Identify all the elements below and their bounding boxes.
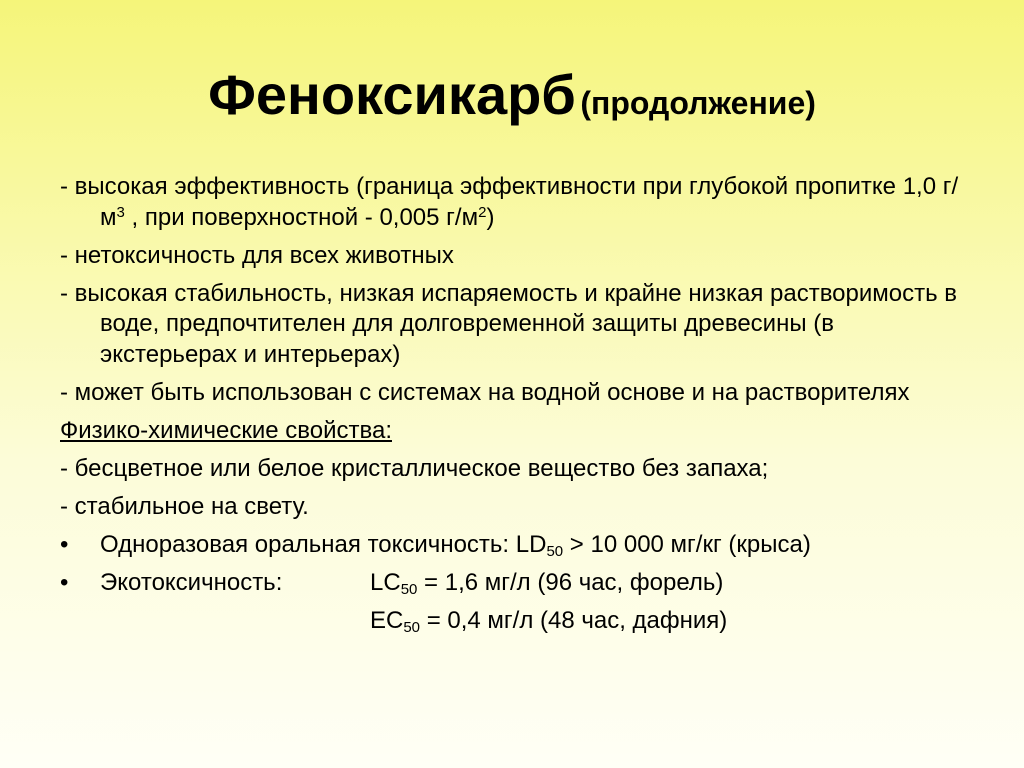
properties-heading-text: Физико-химические свойства: <box>60 416 392 444</box>
properties-heading <box>60 416 960 447</box>
bullet-marker: • <box>60 530 69 558</box>
ecotoxicity-text <box>100 568 960 599</box>
item-light-stable: - стабильное на свету. <box>60 492 309 520</box>
ec-value: = 0,4 мг/л (48 час, дафния) <box>420 606 728 634</box>
item-efficiency <box>60 172 960 233</box>
item-colorless: - бесцветное или белое кристаллическое вещество без запаха; <box>60 454 769 482</box>
bullet-oral-toxicity <box>60 530 960 561</box>
efficiency-text-b: , при поверхностной - 0,005 г/м <box>124 203 479 231</box>
lc-subscript: 50 <box>400 580 418 598</box>
ec-prefix: EC <box>370 606 404 634</box>
efficiency-text-c: ) <box>486 203 495 231</box>
oral-subscript: 50 <box>546 542 564 560</box>
slide-title <box>0 62 1024 127</box>
efficiency-text-a: - высокая эффективность (граница эффективности при глубокой пропитке 1,0 г/м <box>60 173 959 231</box>
bullet-marker: • <box>60 568 69 596</box>
ecotoxicity-continuation <box>60 606 960 637</box>
efficiency-exponent-3: 3 <box>116 203 125 221</box>
efficiency-exponent-2: 2 <box>478 203 487 221</box>
oral-toxicity-text <box>100 530 960 561</box>
lc-prefix: LC <box>370 568 401 596</box>
item-nontoxicity: - нетоксичность для всех животных <box>60 241 454 269</box>
oral-value: > 10 000 мг/кг (крыса) <box>563 530 811 558</box>
bullet-ecotoxicity <box>60 568 960 599</box>
oral-label: Одноразовая оральная токсичность: LD <box>100 530 547 558</box>
lc-value: = 1,6 мг/л (96 час, форель) <box>417 568 724 596</box>
item-usage: - может быть использован с системах на водной основе и на растворителях <box>60 378 910 406</box>
title-main: Феноксикарб <box>208 63 576 126</box>
item-stability: - высокая стабильность, низкая испаряемость и крайне низкая растворимость в воде, предпочтителен для долговременной защиты древесины (в экстерьерах и интерьерах) <box>60 279 958 368</box>
ec-subscript: 50 <box>403 618 421 636</box>
title-suffix: (продолжение) <box>580 85 816 121</box>
eco-label: Экотоксичность: <box>100 568 283 596</box>
slide-body <box>60 172 960 644</box>
